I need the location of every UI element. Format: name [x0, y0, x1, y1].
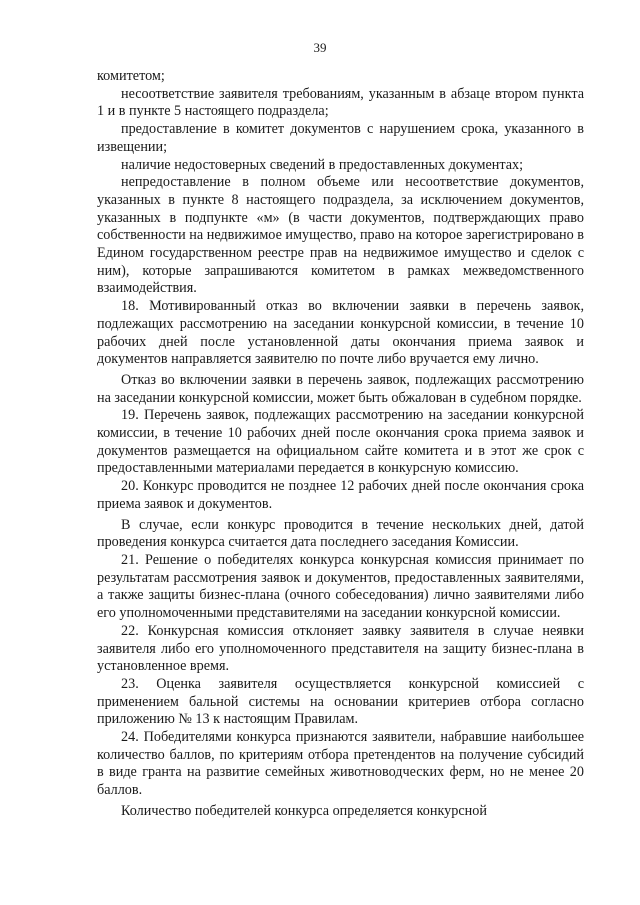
- document-body: [97, 68, 584, 821]
- paragraph-6: 18. Мотивированный отказ во включении заявки в перечень заявок, подлежащих рассмотрению на заседании конкурсной комиссии, в течение 10 рабочих дней после установленной даты окончания приема заявок и документов направляется заявителю по почте либо вручается ему лично.: [97, 298, 584, 368]
- paragraph-10: В случае, если конкурс проводится в течение нескольких дней, датой проведения конкурса считается дата последнего заседания Комиссии.: [97, 516, 584, 551]
- paragraph-3: предоставление в комитет документов с нарушением срока, указанного в извещении;: [97, 121, 584, 155]
- paragraph-1: комитетом;: [97, 68, 165, 84]
- page-number: 39: [313, 40, 327, 55]
- paragraph-11: 21. Решение о победителях конкурса конкурсная комиссия принимает по результатам рассмотрения заявок и документов, предоставленных заявителями, а также защиты бизнес-плана (очного собеседования) лично заявителями либо его уполномоченными представителями на заседании конкурсной комиссии.: [97, 551, 584, 622]
- paragraph-12: 22. Конкурсная комиссия отклоняет заявку заявителя в случае неявки заявителя либо его уполномоченного представителя на защиту бизнес-плана в установленное время.: [97, 622, 584, 675]
- paragraph-9: 20. Конкурс проводится не позднее 12 рабочих дней после окончания срока приема заявок и документов.: [97, 478, 584, 512]
- paragraph-14: 24. Победителями конкурса признаются заявители, набравшие наибольшее количество баллов, по критериям отбора претендентов на получение субсидий в виде гранта на развитие семейных животноводческих ферм, но не менее 20 баллов.: [97, 729, 584, 799]
- paragraph-13: 23. Оценка заявителя осуществляется конкурсной комиссией с применением бальной системы на основании критериев отбора согласно приложению № 13 к настоящим Правилам.: [97, 675, 584, 728]
- paragraph-7: Отказ во включении заявки в перечень заявок, подлежащих рассмотрению на заседании конкурсной комиссии, может быть обжалован в судебном порядке.: [97, 371, 584, 406]
- paragraph-5: непредоставление в полном объеме или несоответствие документов, указанных в пункте 8 настоящего подраздела, за исключением документов, указанных в подпункте «м» (в части документов, подтверждающих право собственности на недвижимое имущество, право на которое зарегистрировано в Едином государственном реестре прав на недвижимое имущество и сделок с ним), которые запрашиваются комитетом в рамках межведомственного взаимодействия.: [97, 174, 584, 297]
- paragraph-4: наличие недостоверных сведений в предоставленных документах;: [121, 156, 524, 173]
- paragraph-15: Количество победителей конкурса определяется конкурсной: [121, 802, 487, 819]
- paragraph-2: несоответствие заявителя требованиям, указанным в абзаце втором пункта 1 и в пункте 5 настоящего подраздела;: [97, 85, 584, 120]
- paragraph-8: 19. Перечень заявок, подлежащих рассмотрению на заседании конкурсной комиссии, в течение 10 рабочих дней после окончания срока приема заявок и документов размещается на официальном сайте комитета и в этот же срок с предоставленными материалами передается в конкурсную комиссию.: [97, 407, 584, 477]
